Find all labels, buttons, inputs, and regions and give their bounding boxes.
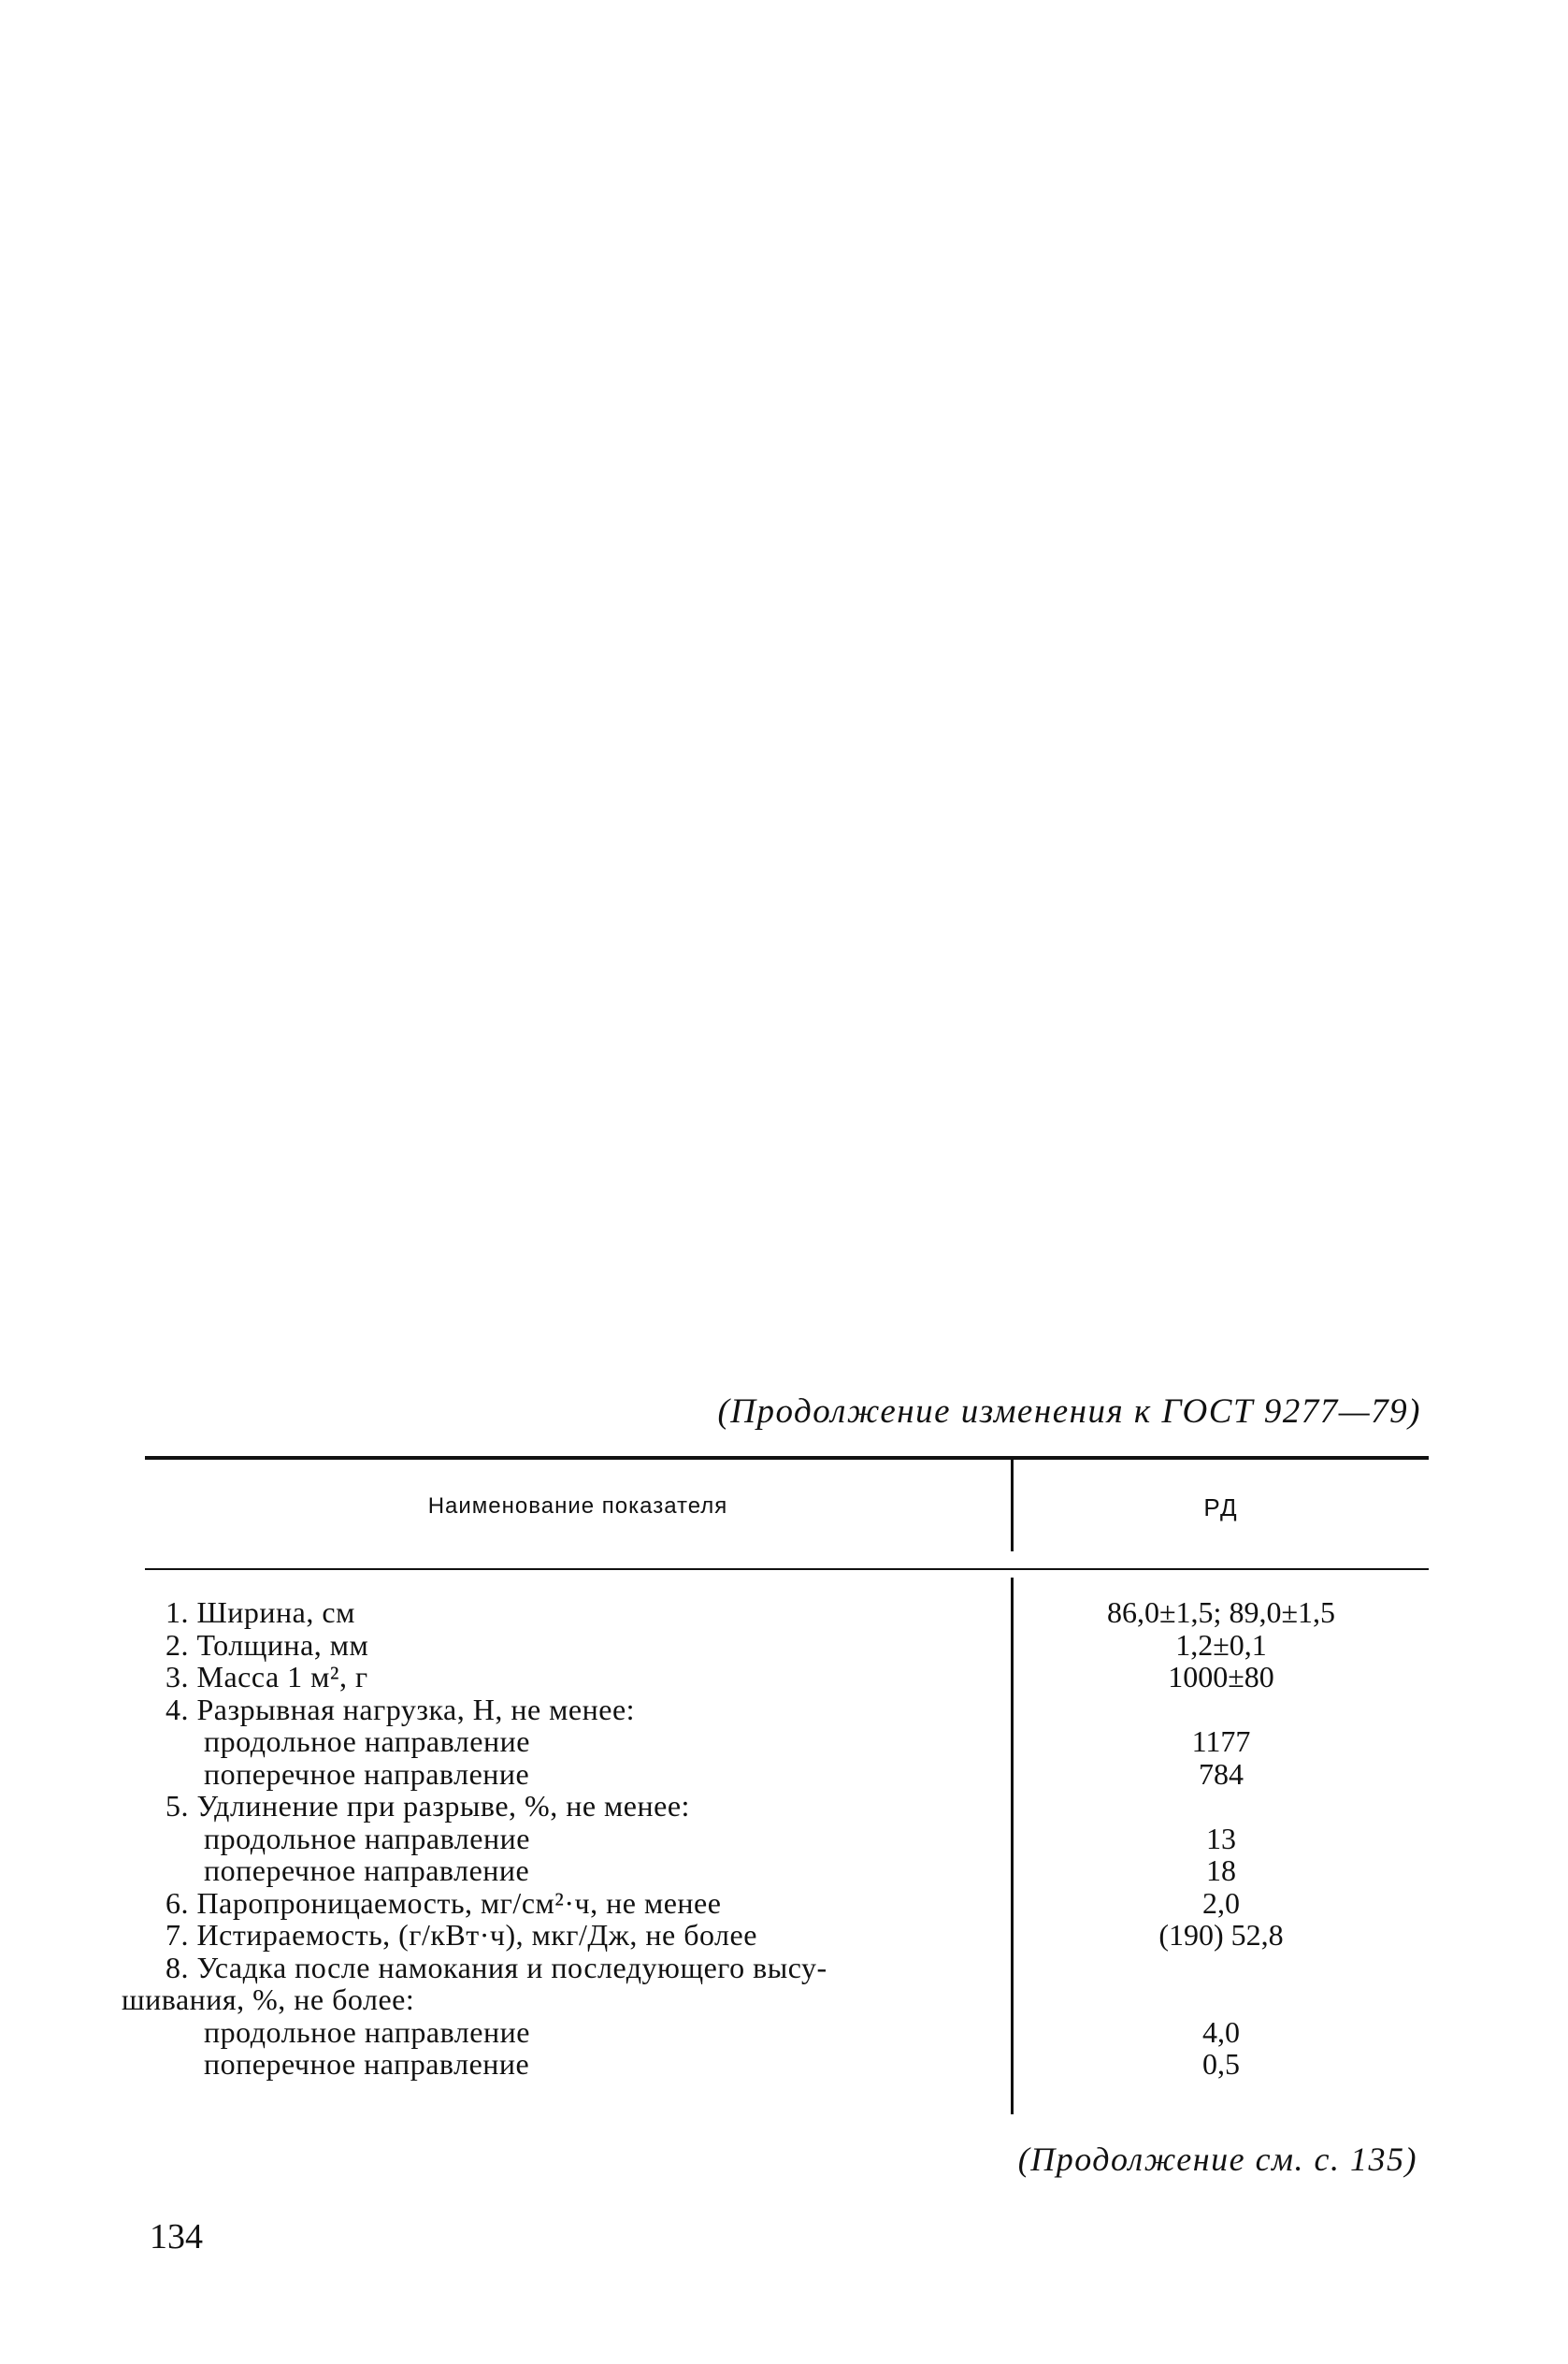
table-body <box>122 1596 1429 2081</box>
continue-note: (Продолжение см. с. 135) <box>1017 2141 1417 2178</box>
table-header-rule <box>145 1568 1429 1570</box>
table-row <box>122 1919 1429 1952</box>
table-row <box>122 1983 1429 2016</box>
row-value: 2,0 <box>1202 1885 1240 1920</box>
table-top-rule <box>145 1456 1429 1460</box>
table-row <box>122 1629 1429 1662</box>
row-name: 8. Усадка после намокания и последующего высу- <box>165 1950 827 1984</box>
row-name: 4. Разрывная нагрузка, Н, не менее: <box>165 1692 636 1726</box>
row-value: 0,5 <box>1202 2047 1240 2081</box>
row-name: продольное направление <box>204 1821 530 1855</box>
row-name: 6. Паропроницаемость, мг/см²·ч, не менее <box>165 1885 722 1920</box>
row-value: 784 <box>1199 1756 1244 1791</box>
row-name: поперечное направление <box>204 1756 530 1791</box>
row-name: 2. Толщина, мм <box>165 1627 369 1662</box>
row-name: 1. Ширина, см <box>165 1595 355 1629</box>
row-value: 1000±80 <box>1168 1660 1274 1694</box>
column-header-name: Наименование показателя <box>427 1493 728 1519</box>
row-name: шивания, %, не более: <box>122 1982 415 2016</box>
table-row <box>122 1854 1429 1887</box>
row-name: 3. Масса 1 м², г <box>165 1660 368 1694</box>
table-row <box>122 1661 1429 1694</box>
column-header-value: РД <box>1203 1493 1239 1521</box>
table-row <box>122 1823 1429 1855</box>
row-value: (190) 52,8 <box>1158 1918 1284 1952</box>
row-name: 7. Истираемость, (г/кВт·ч), мкг/Дж, не более <box>165 1918 757 1952</box>
table-row <box>122 1952 1429 1984</box>
row-value: 1177 <box>1191 1724 1251 1758</box>
page-number: 134 <box>150 2217 203 2256</box>
row-value: 86,0±1,5; 89,0±1,5 <box>1106 1595 1335 1629</box>
table-row <box>122 1790 1429 1823</box>
row-value: 18 <box>1206 1853 1236 1887</box>
row-name: поперечное направление <box>204 1853 530 1887</box>
row-name: продольное направление <box>204 2014 530 2049</box>
table-row <box>122 1887 1429 1920</box>
row-name: продольное направление <box>204 1724 530 1758</box>
table-row <box>122 2016 1429 2049</box>
row-value: 1,2±0,1 <box>1175 1627 1267 1662</box>
table-row <box>122 2048 1429 2081</box>
row-name: 5. Удлинение при разрыве, %, не менее: <box>165 1789 690 1823</box>
table-row <box>122 1694 1429 1726</box>
continuation-title: (Продолжение изменения к ГОСТ 9277—79) <box>717 1392 1421 1431</box>
row-name: поперечное направление <box>204 2047 530 2081</box>
row-value: 13 <box>1206 1821 1236 1855</box>
row-value: 4,0 <box>1202 2014 1240 2049</box>
table-row <box>122 1725 1429 1758</box>
table-row <box>122 1596 1429 1629</box>
table-row <box>122 1758 1429 1791</box>
